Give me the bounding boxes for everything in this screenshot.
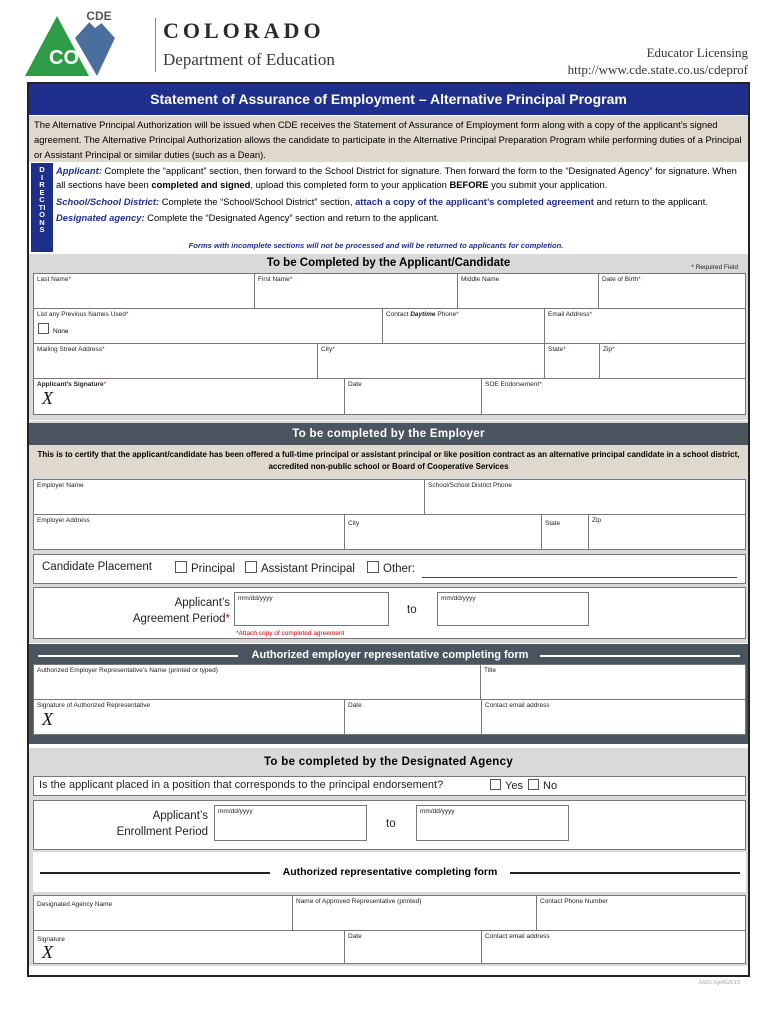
agency-name-label: Designated Agency Name bbox=[37, 901, 113, 908]
enrollment-to: to bbox=[386, 818, 396, 830]
applicant-date-label: Date bbox=[348, 381, 362, 388]
agreement-to: to bbox=[407, 604, 417, 616]
district-direction-text1: Complete the “School/School District” section, bbox=[159, 196, 356, 207]
state-label: State bbox=[548, 346, 564, 353]
applicant-direction-bold2: BEFORE bbox=[449, 179, 489, 190]
applicant-direction-bold1: completed and signed bbox=[151, 179, 251, 190]
signature-x-mark: X bbox=[42, 709, 53, 729]
incomplete-warning: Forms with incomplete sections will not be processed and will be returned to applicants for completion. bbox=[188, 241, 564, 250]
agreement-label-line2-text: Agreement Period bbox=[132, 613, 226, 625]
other-input-line[interactable] bbox=[422, 577, 737, 578]
agency-signature-label: Signature bbox=[37, 936, 65, 943]
required-field-note: * Required Field bbox=[691, 264, 738, 271]
form-title: Statement of Assurance of Employment – Alternative Principal Program bbox=[29, 84, 748, 115]
previous-names-field[interactable] bbox=[33, 308, 383, 344]
agreement-period-label bbox=[120, 595, 230, 627]
employer-address-label: Employer Address bbox=[37, 517, 90, 524]
agency-direction bbox=[56, 211, 746, 225]
employer-rep-email-label: Contact email address bbox=[485, 702, 550, 709]
signature-x-mark: X bbox=[42, 388, 53, 408]
district-direction bbox=[56, 195, 746, 209]
applicant-signature-field[interactable] bbox=[33, 378, 345, 415]
header-divider bbox=[155, 18, 156, 72]
agency-rep-title: Authorized representative completing form bbox=[282, 866, 498, 878]
cde-logo bbox=[25, 8, 125, 78]
yes-option bbox=[490, 779, 523, 792]
enrollment-start-date[interactable] bbox=[214, 805, 367, 841]
agency-direction-text: Complete the “Designated Agency” section and return to the applicant. bbox=[144, 212, 440, 223]
district-phone-field[interactable] bbox=[424, 479, 746, 515]
street-label: Mailing Street Address bbox=[37, 346, 103, 353]
district-direction-attach: attach a copy of the applicant’s completed agreement bbox=[355, 196, 594, 207]
form-number: ASO.Ap062615 bbox=[697, 979, 740, 986]
date-placeholder: mm/dd/yyyy bbox=[441, 595, 476, 602]
office-name: Educator Licensing bbox=[646, 45, 748, 60]
agreement-label-line1: Applicant’s bbox=[174, 597, 230, 609]
employer-address-field[interactable] bbox=[33, 514, 345, 550]
required-star: * bbox=[589, 311, 593, 318]
principal-option bbox=[175, 561, 235, 575]
agreement-label-line2 bbox=[120, 611, 230, 627]
office-url[interactable]: http://www.cde.state.co.us/cdeprof bbox=[567, 62, 748, 77]
required-star: * bbox=[289, 276, 293, 283]
employer-rep-title-label: Title bbox=[484, 667, 497, 674]
assistant-principal-option bbox=[245, 561, 355, 575]
agency-direction-label: Designated agency: bbox=[56, 212, 145, 223]
approved-rep-field[interactable] bbox=[292, 895, 537, 931]
previous-names-label: List any Previous Names Used bbox=[37, 311, 126, 318]
required-star: * bbox=[332, 346, 335, 353]
employer-zip-label: Zip bbox=[592, 517, 602, 524]
employer-rep-title: Authorized employer representative completing form bbox=[251, 649, 529, 661]
contact-phone-field[interactable] bbox=[536, 895, 746, 931]
employer-state-field[interactable] bbox=[541, 514, 589, 550]
logo-cde-text: CDE bbox=[86, 9, 112, 23]
yes-checkbox[interactable] bbox=[490, 779, 501, 790]
required-star: * bbox=[563, 346, 566, 353]
phone-label-c: Phone bbox=[435, 311, 457, 318]
attach-agreement-note: *Attach copy of completed agreement bbox=[236, 630, 345, 637]
employer-rep-title-field[interactable] bbox=[480, 664, 746, 700]
employer-city-field[interactable] bbox=[344, 514, 542, 550]
phone-label-b: Daytime bbox=[410, 311, 436, 318]
header-contact bbox=[568, 44, 748, 78]
date-placeholder: mm/dd/yyyy bbox=[218, 808, 253, 815]
middle-name-label: Middle Name bbox=[461, 276, 500, 283]
soe-endorsement-field[interactable] bbox=[481, 378, 746, 415]
city-field[interactable] bbox=[317, 343, 545, 379]
agency-rule-left bbox=[40, 872, 270, 874]
agency-rule-right bbox=[510, 872, 740, 874]
applicant-section-heading bbox=[29, 255, 748, 272]
state-title: COLORADO bbox=[163, 18, 325, 43]
first-name-label: First Name bbox=[258, 276, 290, 283]
employer-rep-date-field[interactable] bbox=[344, 699, 482, 735]
placement-question: Is the applicant placed in a position that corresponds to the principal endorsement? bbox=[39, 779, 444, 791]
candidate-placement-label: Candidate Placement bbox=[42, 561, 152, 573]
first-name-field[interactable] bbox=[254, 273, 458, 309]
contact-phone-label: Contact Phone Number bbox=[540, 898, 608, 905]
dob-field[interactable] bbox=[598, 273, 746, 309]
employer-name-label: Employer Name bbox=[37, 482, 84, 489]
approved-rep-label: Name of Approved Representative (printed) bbox=[296, 898, 422, 905]
employer-state-label: State bbox=[545, 520, 561, 527]
district-direction-text2: and return to the applicant. bbox=[593, 196, 708, 207]
applicant-direction-text3: you submit your application. bbox=[488, 179, 608, 190]
street-field[interactable] bbox=[33, 343, 318, 379]
city-label: City bbox=[321, 346, 333, 353]
date-placeholder: mm/dd/yyyy bbox=[420, 808, 455, 815]
district-direction-label: School/School District: bbox=[56, 196, 160, 207]
required-star: * bbox=[68, 276, 71, 283]
required-star: * bbox=[539, 381, 542, 388]
employer-rep-date-label: Date bbox=[348, 702, 362, 709]
other-label: Other: bbox=[383, 563, 415, 575]
enrollment-label-line2: Enrollment Period bbox=[116, 826, 208, 838]
other-checkbox[interactable] bbox=[367, 561, 379, 573]
none-checkbox-row bbox=[38, 323, 69, 335]
employer-section-heading: To be completed by the Employer bbox=[29, 423, 748, 445]
rep-rule-right bbox=[540, 655, 740, 657]
zip-field[interactable] bbox=[599, 343, 746, 379]
enrollment-period-label bbox=[100, 808, 208, 840]
last-name-label: Last Name bbox=[37, 276, 69, 283]
assistant-principal-checkbox[interactable] bbox=[245, 561, 257, 573]
none-checkbox[interactable] bbox=[38, 323, 49, 334]
agency-email-label: Contact email address bbox=[485, 933, 550, 940]
employer-rep-email-field[interactable] bbox=[481, 699, 746, 735]
agency-name-field[interactable] bbox=[33, 895, 293, 931]
date-placeholder: mm/dd/yyyy bbox=[238, 595, 273, 602]
required-star: * bbox=[225, 613, 230, 625]
email-field[interactable] bbox=[544, 308, 746, 344]
employer-rep-signature-field[interactable] bbox=[33, 699, 345, 735]
applicant-heading-text: To be Completed by the Applicant/Candidate bbox=[266, 257, 511, 269]
agency-date-field[interactable] bbox=[344, 930, 482, 964]
agency-signature-field[interactable] bbox=[33, 930, 345, 964]
directions-side-label bbox=[31, 163, 53, 252]
employer-rep-name-field[interactable] bbox=[33, 664, 481, 700]
daytime-phone-field[interactable] bbox=[382, 308, 545, 344]
principal-checkbox[interactable] bbox=[175, 561, 187, 573]
directions bbox=[56, 164, 746, 225]
signature-x-mark: X bbox=[42, 942, 53, 962]
applicant-direction-text1: Complete the “applicant” section, then forward to the School District for signature. Then forward the form to the “Designated Agency” for signature. When all sections have been bbox=[56, 165, 737, 190]
agency-date-label: Date bbox=[348, 933, 362, 940]
email-label: Email Address bbox=[548, 311, 590, 318]
agency-section-heading: To be completed by the Designated Agency bbox=[263, 756, 514, 768]
enrollment-end-date[interactable] bbox=[416, 805, 569, 841]
employer-city-label: City bbox=[348, 520, 360, 527]
employer-name-field[interactable] bbox=[33, 479, 425, 515]
agency-email-field[interactable] bbox=[481, 930, 746, 964]
none-label: None bbox=[53, 328, 69, 335]
employer-certification: This is to certify that the applicant/candidate has been offered a full-time principal or assistant principal or like position contract as an alternative principal candidate in a school district, accredited non-public school or Board of Cooperative Services bbox=[29, 446, 748, 476]
soe-endorsement-label: SOE Endorsement bbox=[485, 381, 540, 388]
applicant-date-field[interactable] bbox=[344, 378, 482, 415]
assistant-principal-label: Assistant Principal bbox=[261, 563, 355, 575]
no-label: No bbox=[543, 780, 558, 792]
last-name-field[interactable] bbox=[33, 273, 255, 309]
middle-name-field[interactable] bbox=[457, 273, 599, 309]
employer-rep-name-label: Authorized Employer Representative’s Name (printed or typed) bbox=[37, 667, 218, 674]
enrollment-label-line1: Applicant’s bbox=[152, 810, 208, 822]
applicant-direction-label: Applicant: bbox=[56, 165, 102, 176]
district-phone-label: School/School District Phone bbox=[428, 482, 512, 489]
principal-label: Principal bbox=[191, 563, 236, 575]
no-option bbox=[528, 779, 557, 792]
other-option bbox=[367, 561, 415, 575]
state-field[interactable] bbox=[544, 343, 600, 379]
applicant-signature-label: Applicant’s Signature bbox=[37, 381, 104, 388]
required-star: * bbox=[103, 381, 107, 388]
required-star: * bbox=[638, 276, 641, 283]
department-name: Department of Education bbox=[163, 50, 335, 69]
required-star: * bbox=[102, 346, 105, 353]
agreement-start-date[interactable] bbox=[234, 592, 389, 626]
yes-label: Yes bbox=[505, 780, 523, 792]
applicant-direction-text2: , upload this completed form to your application bbox=[250, 179, 450, 190]
logo-co-text: CO bbox=[49, 47, 79, 69]
agreement-end-date[interactable] bbox=[437, 592, 589, 626]
required-star: * bbox=[125, 311, 129, 318]
no-checkbox[interactable] bbox=[528, 779, 539, 790]
zip-label: Zip bbox=[603, 346, 613, 353]
required-star: * bbox=[612, 346, 615, 353]
dob-label: Date of Birth bbox=[602, 276, 639, 283]
phone-label-a: Contact bbox=[386, 311, 411, 318]
employer-rep-signature-label: Signature of Authorized Representative bbox=[37, 702, 151, 709]
employer-zip-field[interactable] bbox=[588, 514, 746, 550]
required-star: * bbox=[456, 311, 459, 318]
directions-vertical-text: DIRECTIONS bbox=[38, 165, 46, 234]
intro-text: The Alternative Principal Authorization will be issued when CDE receives the Statement of Assurance of Employment form along with a copy of the applicant’s signed agreement. The Alternative Principal Authorization allows the candidate to participate in the Alternative Principal Preparation Program while performing duties of a Principal or Assistant Principal or similar duties (such as a Dean). bbox=[29, 116, 748, 162]
applicant-direction bbox=[56, 164, 746, 192]
rep-rule-left bbox=[38, 655, 238, 657]
